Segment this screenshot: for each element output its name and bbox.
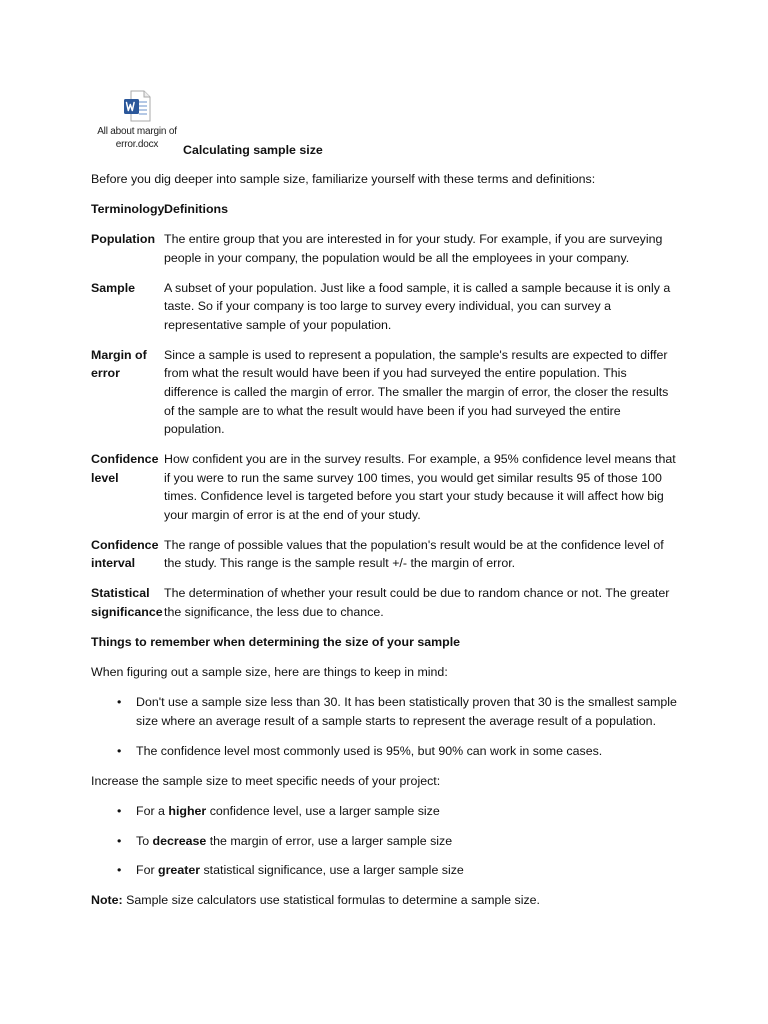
note-text: Sample size calculators use statistical formulas to determine a sample size. [122,893,540,908]
list-item [91,802,681,821]
term-definition: The range of possible values that the population's result would be at the confidence level of the study. This range is the sample result +/- the margin of error. [164,537,664,571]
list-item-text-pre: To [136,833,153,848]
term-row-margin-of-error [91,346,681,439]
list-item-text-post: confidence level, use a larger sample size [206,803,440,818]
list-item-text-pre: For [136,863,159,878]
term-definition: The determination of whether your result could be due to random chance or not. The greater the significance, the less due to chance. [164,586,670,620]
header-terminology: Terminology [91,201,165,216]
list-item-text: Don't use a sample size less than 30. It has been statistically proven that 30 is the smallest sample size where an average result of a sample starts to represent the average result of a population. [136,694,677,728]
increase-intro: Increase the sample size to meet specific needs of your project: [91,773,441,788]
list-item [91,832,681,851]
list-item [91,693,681,730]
list-item [91,742,681,761]
list-item-text-pre: For a [136,803,169,818]
section-heading: Things to remember when determining the size of your sample [91,635,461,649]
list-item [91,861,681,880]
list-item-emphasis: higher [168,803,207,818]
term-label: Confidence level [91,452,159,485]
increase-list [91,802,681,881]
bullet-icon: • [117,694,122,709]
header-definitions: Definitions [164,201,229,216]
term-definition: How confident you are in the survey results. For example, a 95% confidence level means that if you were to run the same survey 100 times, you would get similar results 95 of those 100 times. Confidence level is targeted before you start your study because it will affect how big your margin of error is at the end of your study. [164,452,676,522]
term-label: Statistical significance [91,586,163,620]
term-definition: A subset of your population. Just like a food sample, it is called a sample because it is only a taste. So if your company is too large to survey every individual, you can survey a representative sample of your population. [164,280,671,332]
remember-list [91,693,681,760]
document-body [91,170,681,921]
list-item-emphasis: greater [158,863,201,878]
remember-intro: When figuring out a sample size, here are things to keep in mind: [91,664,448,679]
attachment-filename: All about margin of error.docx [97,126,177,150]
list-item-text-post: statistical significance, use a larger sample size [200,863,464,878]
term-definition: Since a sample is used to represent a population, the sample's results are expected to differ from what the result would have been if you had surveyed the entire population. This difference is called the margin of error. The smaller the margin of error, the closer the results of the sample are to what the result would have been if you had surveyed the entire population. [164,347,669,437]
term-definition: The entire group that you are interested in for your study. For example, if you are surveying people in your company, the population would be all the employees in your company. [164,231,663,265]
list-item-text: The confidence level most commonly used is 95%, but 90% can work in some cases. [136,743,603,758]
note-label: Note: [91,893,123,908]
term-label: Margin of error [91,347,147,381]
intro-paragraph: Before you dig deeper into sample size, familiarize yourself with these terms and definitions: [91,172,596,186]
bullet-icon: • [117,803,122,818]
terms-table-header [91,200,681,219]
term-row-sample [91,279,681,335]
list-item-text-post: the margin of error, use a larger sample size [206,833,453,848]
bullet-icon: • [117,833,122,848]
term-row-population [91,230,681,267]
term-row-statistical-significance [91,584,681,621]
term-label: Population [91,231,156,246]
note-paragraph [91,891,681,910]
attachment[interactable] [84,90,190,151]
term-row-confidence-level [91,450,681,524]
bullet-icon: • [117,743,122,758]
term-label: Confidence interval [91,537,159,571]
list-item-emphasis: decrease [152,833,207,848]
document-title: Calculating sample size [183,143,323,157]
bullet-icon: • [117,863,122,878]
term-row-confidence-interval [91,536,681,573]
word-document-icon[interactable] [123,90,151,122]
term-label: Sample [91,280,136,295]
